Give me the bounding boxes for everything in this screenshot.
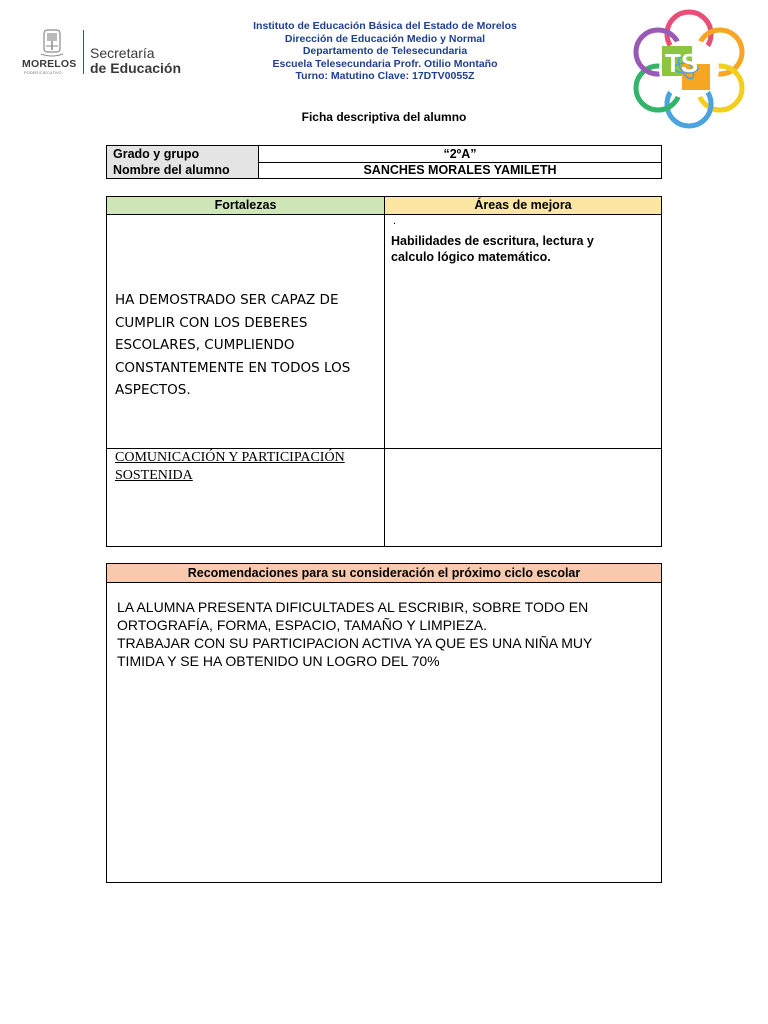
grado-label: Grado y grupo <box>107 146 259 162</box>
de-educacion-label: de Educación <box>90 60 182 76</box>
text-line: ASPECTOS. <box>115 382 191 398</box>
logo-text: TS <box>665 48 699 78</box>
text-line: calculo lógico matemático. <box>391 250 551 264</box>
secretaria-label: Secretaría <box>90 45 155 61</box>
text-line: HA DEMOSTRADO SER CAPAZ DE <box>115 292 339 308</box>
areas-mejora-header: Áreas de mejora <box>385 197 661 215</box>
text-line: CUMPLIR CON LOS DEBERES <box>115 314 308 331</box>
page-title: Ficha descriptiva del alumno <box>301 110 467 124</box>
header-line: Dirección de Educación Medio y Normal <box>284 32 486 45</box>
text-line: TIMIDA Y SE HA OBTENIDO UN LOGRO DEL 70% <box>117 653 440 669</box>
text-line: LA ALUMNA PRESENTA DIFICULTADES AL ESCRIBIR, SOBRE TODO EN <box>117 599 589 615</box>
text-line: TRABAJAR CON SU PARTICIPACION ACTIVA YA QUE ES UNA NIÑA MUY <box>117 635 593 651</box>
nombre-row <box>107 162 661 178</box>
area-dot: . <box>393 215 397 227</box>
fortalezas-header: Fortalezas <box>107 197 385 215</box>
text-line: COMUNICACIÓN Y PARTICIPACIÓN <box>115 450 345 465</box>
student-info-table <box>106 145 662 179</box>
recommendations-table <box>106 563 662 883</box>
header-line: Instituto de Educación Básica del Estado de Morelos <box>253 20 517 32</box>
header-line: Escuela Telesecundaria Profr. Otilio Montaño <box>272 57 498 70</box>
fortaleza-1 <box>115 289 377 402</box>
recommendations-header: Recomendaciones para su consideración el próximo ciclo escolar <box>107 564 661 583</box>
text-line: ESCOLARES, CUMPLIENDO <box>115 337 295 353</box>
text-line: ORTOGRAFÍA, FORMA, ESPACIO, TAMAÑO Y LIMPIEZA. <box>117 617 488 633</box>
morelos-seal-icon <box>34 28 70 58</box>
text-line: CONSTANTEMENTE EN TODOS LOS <box>115 359 351 376</box>
recommendations-text <box>117 598 653 670</box>
column-divider <box>384 215 385 546</box>
text-line: SOSTENIDA <box>115 468 193 483</box>
grado-value: “2ºA” <box>443 147 477 161</box>
logo-divider <box>83 30 84 74</box>
nombre-value: SANCHES MORALES YAMILETH <box>363 163 557 177</box>
header-line: Departamento de Telesecundaria <box>302 45 468 57</box>
morelos-subtext: PODER EJECUTIVO <box>24 70 62 75</box>
nombre-label: Nombre del alumno <box>107 162 259 178</box>
text-line: Habilidades de escritura, lectura y <box>391 234 594 248</box>
morelos-wordmark: MORELOS <box>22 58 77 70</box>
grado-row <box>107 146 661 163</box>
strengths-table <box>106 196 662 547</box>
area-mejora-1 <box>391 233 653 265</box>
institution-header <box>195 20 575 83</box>
header-line: Turno: Matutino Clave: 17DTV0055Z <box>295 70 475 82</box>
fortaleza-2 <box>115 449 377 485</box>
